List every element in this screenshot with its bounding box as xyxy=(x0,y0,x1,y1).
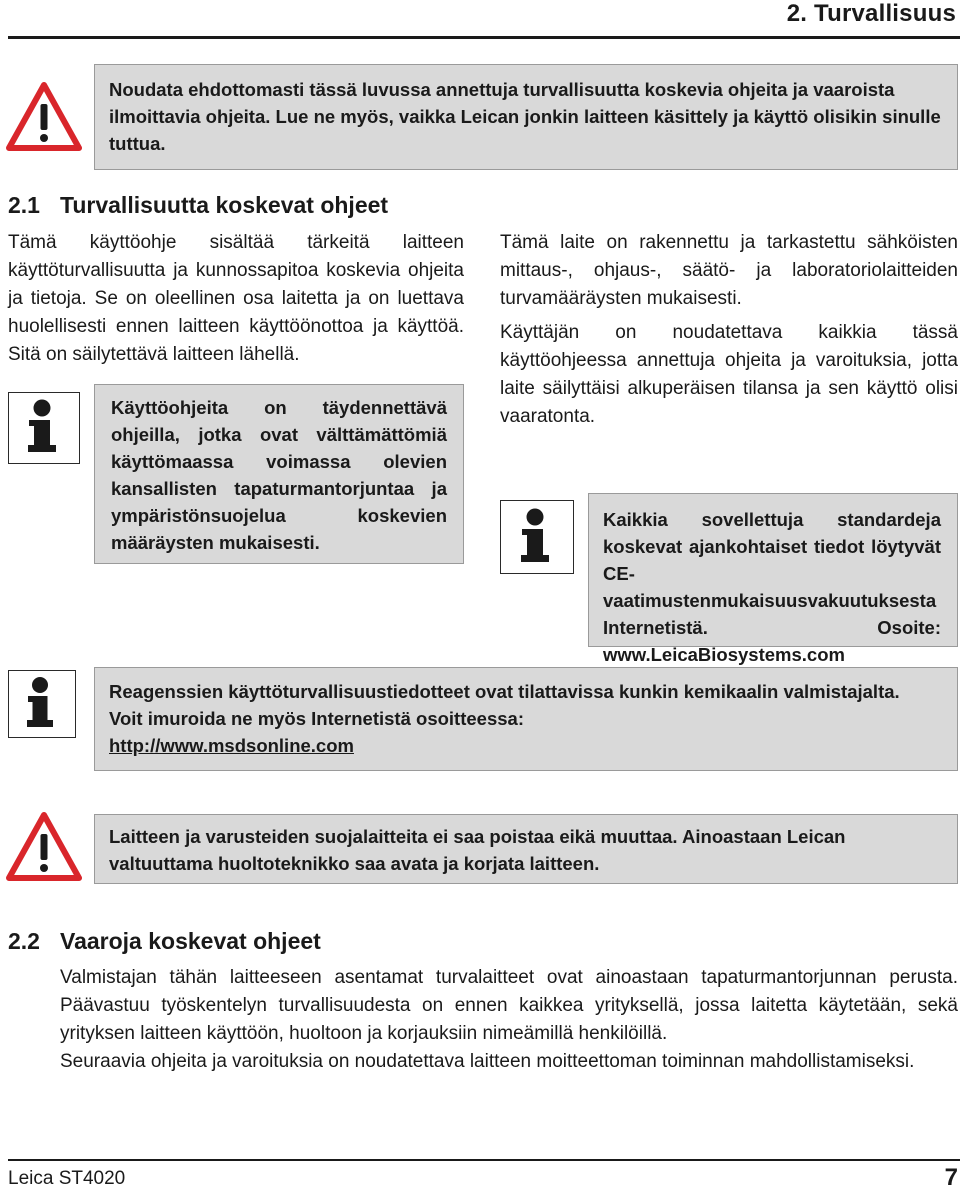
right-paragraph-2: Käyttäjän on noudatettava kaikkia tässä käyttöohjeessa annettuja ohjeita ja varoituksia, jotta laite säilyttäisi alkuperäisen tilansa ja sen käyttö olisi vaaratonta. xyxy=(500,322,958,427)
section-2-2-paragraph-2: Seuraavia ohjeita ja varoituksia on noudatettava laitteen moitteettoman toiminnan mahdollistamiseksi. xyxy=(60,1051,915,1072)
top-warning-text: Noudata ehdottomasti tässä luvussa annettuja turvallisuutta koskevia ohjeita ja vaaroista ilmoittavia ohjeita. Lue ne myös, vaikka Leican jonkin laitteen käsittely ja käyttö olisikin sinulle tuttua. xyxy=(109,79,941,154)
right-paragraphs xyxy=(500,229,958,431)
footer-product: Leica ST4020 xyxy=(8,1168,126,1189)
section-2-2-heading xyxy=(8,928,321,955)
section-heading-title: Vaaroja koskevat ohjeet xyxy=(60,928,321,954)
left-paragraph-text: Tämä käyttöohje sisältää tärkeitä laitteen käyttöturvallisuutta ja kunnossapitoa koskevia ohjeita ja tietoja. Se on oleellinen osa laitetta ja on luettava huolellisesti ennen laitteen käyttöönottoa ja käyttöä. Sitä on säilytettävä laitteen lähellä. xyxy=(8,232,464,365)
reagent-line-2: Voit imuroida ne myös Internetistä osoitteessa: xyxy=(109,708,524,729)
section-number: 2.1 xyxy=(8,192,40,218)
page-number: 7 xyxy=(944,1164,958,1191)
warning-triangle-icon xyxy=(6,812,82,882)
top-warning-box xyxy=(94,64,958,170)
manual-supplement-box xyxy=(94,384,464,564)
header-rule xyxy=(8,36,960,39)
info-icon xyxy=(8,392,80,464)
right-paragraph-1: Tämä laite on rakennettu ja tarkastettu sähköisten mittaus-, ohjaus-, säätö- ja laboratoriolaitteiden turvamääräysten mukaisesti. xyxy=(500,232,958,309)
standards-info-text: Kaikkia sovellettuja standardeja koskevat ajankohtaiset tiedot löytyvät CE-vaatimustenmukaisuusvakuutuksesta Internetistä. Osoite: www.LeicaBiosystems.com xyxy=(603,509,941,665)
protective-devices-text: Laitteen ja varusteiden suojalaitteita ei saa poistaa eikä muuttaa. Ainoastaan Leican valtuuttama huoltoteknikko saa avata ja korjata laitteen. xyxy=(109,826,846,874)
info-icon xyxy=(8,670,76,738)
reagent-line-1: Reagenssien käyttöturvallisuustiedotteet ovat tilattavissa kunkin kemikaalin valmistajalta. xyxy=(109,681,900,702)
footer-rule xyxy=(8,1159,960,1161)
info-icon xyxy=(500,500,574,574)
protective-devices-box xyxy=(94,814,958,884)
standards-info-box xyxy=(588,493,958,665)
section-2-2-text xyxy=(60,964,958,1076)
warning-triangle-icon xyxy=(6,82,82,152)
section-2-2-paragraph-1: Valmistajan tähän laitteeseen asentamat turvalaitteet ovat ainoastaan tapaturmantorjunnan perusta. Päävastuu työskentelyn turvallisuudesta on ennen kaikkea yrityksellä, jossa laitetta käytetään, sekä yrityksen laitteen käyttöön, huoltoon ja korjauksiin nimeämillä henkilöillä. xyxy=(60,967,958,1044)
msds-link[interactable]: http://www.msdsonline.com xyxy=(109,735,354,756)
section-heading-title: Turvallisuutta koskevat ohjeet xyxy=(60,192,389,218)
reagent-info-box xyxy=(94,667,958,771)
section-title: 2. Turvallisuus xyxy=(786,0,956,27)
left-paragraph xyxy=(8,229,464,369)
manual-supplement-text: Käyttöohjeita on täydennettävä ohjeilla, jotka ovat välttämättömiä käyttömaassa voimassa olevien kansallisten tapaturmantorjuntaa ja ympäristönsuojelua koskevien määräysten mukaisesti. xyxy=(111,397,447,553)
section-number: 2.2 xyxy=(8,928,40,954)
section-2-1-heading xyxy=(8,192,388,219)
